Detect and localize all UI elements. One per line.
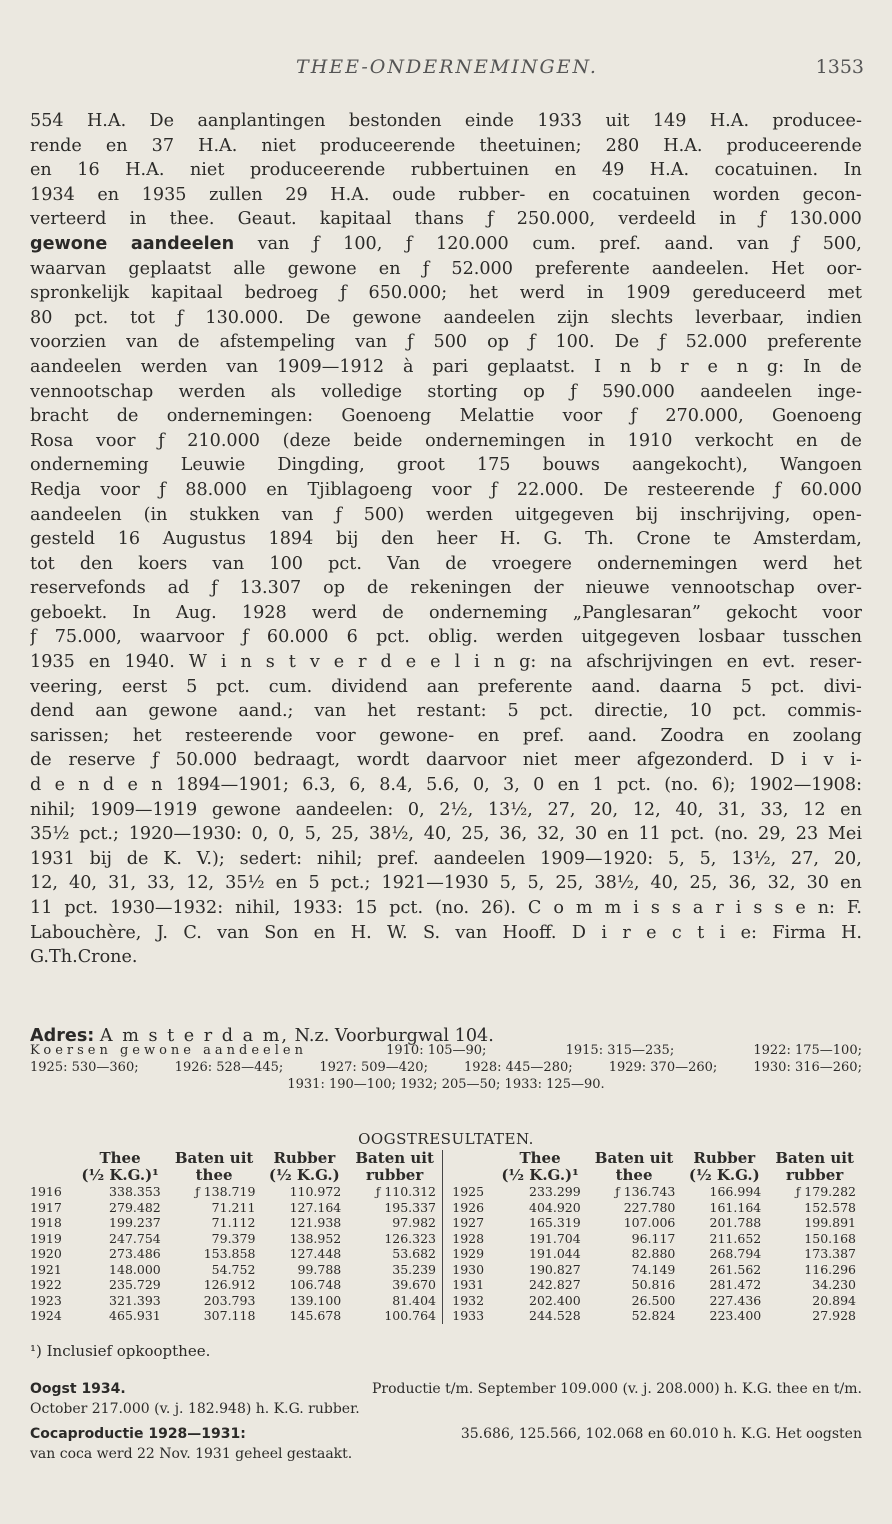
- table-cell: 338.353: [109, 1184, 161, 1199]
- table-cell: 244.528: [529, 1308, 581, 1323]
- table-cell: 53.682: [392, 1246, 437, 1261]
- table-cell: 191.704: [529, 1230, 581, 1246]
- body-line: voorzien van de afstempeling van ƒ 500 op ƒ 100. De ƒ 52.000 preferente: [30, 332, 862, 353]
- body-line: 1934 en 1935 zullen 29 H.A. oude rubber- en cocatuinen worden gecon-: [30, 184, 862, 205]
- table-cell: 71.112: [211, 1215, 256, 1230]
- table-cell: 1929: [443, 1246, 494, 1262]
- year-col-header: [443, 1150, 494, 1167]
- table-cell: 27.928: [812, 1308, 856, 1323]
- table-cell: 1917: [30, 1199, 62, 1215]
- body-line: bracht de ondernemingen: Goenoeng Melattie voor ƒ 270.000, Goenoeng: [30, 406, 862, 427]
- koersen-label: Koersen gewone aandeelen: [30, 1043, 307, 1058]
- table-cell: 242.827: [529, 1277, 581, 1292]
- table-cell: 465.931: [109, 1308, 161, 1323]
- table-cell: 127.164: [289, 1199, 342, 1215]
- table-row: [30, 1215, 862, 1231]
- table-cell: 227.780: [623, 1199, 676, 1215]
- table-cell: ƒ 110.312: [375, 1184, 437, 1199]
- table-cell: 152.578: [804, 1199, 856, 1215]
- table-cell: 97.982: [392, 1215, 437, 1230]
- table-cell: 79.379: [211, 1230, 256, 1246]
- table-cell: 273.486: [109, 1246, 161, 1261]
- table-cell: 110.972: [289, 1184, 342, 1199]
- table-cell: 139.100: [289, 1292, 342, 1308]
- table-cell: 247.754: [109, 1230, 161, 1246]
- table-cell: 1916: [30, 1184, 62, 1199]
- table-cell: 199.237: [109, 1215, 161, 1230]
- table-row: [30, 1231, 862, 1247]
- table-cell: 50.816: [631, 1277, 676, 1292]
- table-cell: 202.400: [529, 1292, 581, 1308]
- column-header: Rubber: [273, 1149, 336, 1167]
- table-cell: 26.500: [631, 1292, 676, 1308]
- body-line: gesteld 16 Augustus 1894 bij den heer H. G. Th. Crone te Amsterdam,: [30, 529, 862, 550]
- table-cell: 1919: [30, 1230, 62, 1246]
- oogst-table: [30, 1150, 862, 1324]
- column-header: thee: [615, 1166, 653, 1184]
- coca-label: Cocaproductie 1928—1931:: [30, 1426, 246, 1442]
- table-cell: 1923: [30, 1292, 62, 1308]
- table-cell: 223.400: [709, 1308, 762, 1323]
- table-cell: 261.562: [709, 1261, 762, 1277]
- table-cell: 107.006: [623, 1215, 676, 1230]
- table-cell: 106.748: [289, 1277, 342, 1292]
- table-cell: 1926: [443, 1200, 494, 1216]
- table-cell: 321.393: [109, 1292, 161, 1308]
- body-line: aandeelen werden van 1909—1912 à pari geplaatst. I n b r e n g: In de: [30, 356, 862, 377]
- body-line: 554 H.A. De aanplantingen bestonden einde 1933 uit 149 H.A. producee-: [30, 111, 862, 131]
- body-line: veering, eerst 5 pct. cum. dividend aan preferente aand. daarna 5 pct. divi-: [30, 676, 862, 697]
- column-header: Baten uit: [594, 1149, 674, 1167]
- page-header: [30, 56, 864, 82]
- body-line: dend aan gewone aand.; van het restant: 5 pct. directie, 10 pct. commis-: [30, 701, 862, 722]
- running-title: THEE-ONDERNEMINGEN.: [296, 56, 598, 78]
- body-line: waarvan geplaatst alle gewone en ƒ 52.000 preferente aandeelen. Het oor-: [30, 258, 862, 279]
- table-cell: 1931: [443, 1277, 494, 1293]
- body-paragraph: [30, 109, 862, 970]
- adres-street: N.z. Voorburgwal 104.: [294, 1026, 494, 1046]
- body-line: 12, 40, 31, 33, 12, 35½ en 5 pct.; 1921—1930 5, 5, 25, 38½, 40, 25, 36, 32, 30 en: [30, 873, 862, 894]
- body-line: Rosa voor ƒ 210.000 (deze beide ondernemingen in 1910 verkocht en de: [30, 430, 862, 451]
- table-row: [30, 1293, 862, 1309]
- column-header: (½ K.G.)¹: [81, 1166, 159, 1184]
- table-cell: 138.952: [289, 1230, 342, 1246]
- koersen-1927: 1927: 509—420;: [319, 1060, 428, 1075]
- column-header: (½ K.G.): [688, 1166, 760, 1184]
- table-cell: 127.448: [289, 1246, 342, 1261]
- body-line: en 16 H.A. niet produceerende rubbertuinen en 49 H.A. cocatuinen. In: [30, 160, 862, 181]
- table-row: [30, 1262, 862, 1278]
- table-cell: 20.894: [812, 1292, 856, 1308]
- body-line: geboekt. In Aug. 1928 werd de onderneming „Panglesaran” gekocht voor: [30, 602, 862, 623]
- table-cell: ƒ 179.282: [795, 1184, 856, 1199]
- table-cell: 233.299: [529, 1184, 581, 1199]
- table-cell: 126.912: [203, 1277, 256, 1292]
- table-cell: 1933: [443, 1308, 494, 1324]
- page-number: 1353: [815, 56, 864, 78]
- table-row: [30, 1308, 862, 1324]
- oogst-header-row: [30, 1150, 862, 1167]
- table-cell: 99.788: [297, 1261, 342, 1277]
- column-header: rubber: [366, 1166, 424, 1184]
- body-line: onderneming Leuwie Dingding, groot 175 bouws aangekocht), Wangoen: [30, 455, 862, 476]
- oogst-1934-line-2: October 217.000 (v. j. 182.948) h. K.G. rubber.: [30, 1401, 360, 1417]
- oogst-1934-label: Oogst 1934.: [30, 1381, 126, 1397]
- table-cell: 165.319: [529, 1215, 581, 1230]
- column-header: Rubber: [693, 1149, 756, 1167]
- koersen-block: [30, 1042, 862, 1093]
- table-cell: 1921: [30, 1261, 62, 1277]
- table-cell: 211.652: [709, 1230, 762, 1246]
- table-cell: 191.044: [529, 1246, 581, 1261]
- table-cell: 1920: [30, 1246, 62, 1261]
- koersen-1930: 1930: 316—260;: [753, 1060, 862, 1075]
- table-cell: 307.118: [203, 1308, 256, 1323]
- table-cell: 1925: [443, 1184, 494, 1200]
- body-line: verteerd in thee. Geaut. kapitaal thans ƒ 250.000, verdeeld in ƒ 130.000: [30, 209, 862, 230]
- table-cell: 1918: [30, 1215, 62, 1230]
- table-cell: 190.827: [529, 1261, 581, 1277]
- cocaproductie-paragraph: [30, 1424, 862, 1464]
- body-line: G. Th. Crone.: [30, 947, 138, 968]
- oogst-title: OOGSTRESULTATEN.: [358, 1130, 534, 1148]
- year-col-header: [30, 1150, 73, 1167]
- table-cell: 35.239: [392, 1261, 437, 1277]
- body-line: Redja voor ƒ 88.000 en Tjiblagoeng voor ƒ 22.000. De resteerende ƒ 60.000: [30, 479, 862, 500]
- table-cell: 281.472: [709, 1277, 762, 1292]
- koersen-1910: 1910: 105—90;: [386, 1043, 487, 1058]
- table-cell: 227.436: [709, 1292, 762, 1308]
- koersen-1922: 1922: 175—100;: [753, 1043, 862, 1058]
- table-cell: 199.891: [804, 1215, 856, 1230]
- body-line: sarissen; het resteerende voor gewone- en pref. aand. Zoodra en zoolang: [30, 725, 862, 746]
- body-line: vennootschap werden als volledige storting op ƒ 590.000 aandeelen inge-: [30, 381, 862, 402]
- table-cell: 116.296: [804, 1261, 856, 1277]
- adres-line: [30, 1026, 494, 1046]
- oogst-1934-line-1: Productie t/m. September 109.000 (v. j. 208.000) h. K.G. thee en t/m.: [371, 1381, 862, 1397]
- column-header: Thee: [99, 1149, 141, 1167]
- column-header: (½ K.G.)¹: [501, 1166, 579, 1184]
- body-line: 35½ pct.; 1920—1930: 0, 0, 5, 25, 38½, 40, 25, 36, 32, 30 en 11 pct. (no. 29, 23 Mei: [30, 824, 862, 845]
- table-cell: 54.752: [211, 1261, 256, 1277]
- table-cell: 39.670: [392, 1277, 437, 1292]
- table-cell: 145.678: [289, 1308, 342, 1323]
- koersen-1926: 1926: 528—445;: [174, 1060, 284, 1075]
- column-header: Baten uit: [775, 1149, 854, 1167]
- body-line: rende en 37 H.A. niet produceerende theetuinen; 280 H.A. produceerende: [30, 135, 862, 156]
- table-cell: 1924: [30, 1308, 62, 1323]
- column-header: Thee: [519, 1149, 561, 1167]
- table-cell: 150.168: [804, 1230, 856, 1246]
- table-cell: 195.337: [384, 1199, 437, 1215]
- table-cell: ƒ 138.719: [195, 1184, 256, 1199]
- table-cell: 82.880: [631, 1246, 676, 1261]
- table-cell: 279.482: [109, 1199, 161, 1215]
- oogst-subheader-row: [30, 1167, 862, 1184]
- table-cell: 121.938: [289, 1215, 342, 1230]
- body-line: d e n d e n 1894—1901; 6.3, 6, 8.4, 5.6, 0, 3, 0 en 1 pct. (no. 6); 1902—1908:: [30, 775, 862, 796]
- year-col-header: [443, 1167, 494, 1184]
- table-cell: 1928: [443, 1231, 494, 1247]
- table-row: [30, 1246, 862, 1262]
- table-cell: 173.387: [804, 1246, 856, 1261]
- body-line: gewone aandeelen van ƒ 100, ƒ 120.000 cum. pref. aand. van ƒ 500,: [30, 233, 862, 254]
- column-header: thee: [195, 1166, 233, 1184]
- table-cell: 74.149: [631, 1261, 676, 1277]
- adres-label: Adres:: [30, 1026, 95, 1046]
- koersen-1925: 1925: 530—360;: [30, 1060, 139, 1075]
- body-line: spronkelijk kapitaal bedroeg ƒ 650.000; het werd in 1909 gereduceerd met: [30, 283, 862, 304]
- column-header: Baten uit: [355, 1149, 434, 1167]
- coca-line-2: van coca werd 22 Nov. 1931 geheel gestaakt.: [30, 1446, 353, 1462]
- table-cell: 96.117: [631, 1230, 676, 1246]
- column-header: (½ K.G.): [268, 1166, 340, 1184]
- table-cell: 268.794: [709, 1246, 762, 1261]
- body-line: 80 pct. tot ƒ 130.000. De gewone aandeelen zijn slechts leverbaar, indien: [30, 307, 862, 328]
- koersen-1928: 1928: 445—280;: [464, 1060, 573, 1075]
- year-col-header: [30, 1167, 73, 1184]
- table-cell: 1922: [30, 1277, 62, 1292]
- column-header: rubber: [786, 1166, 844, 1184]
- body-line: 11 pct. 1930—1932: nihil, 1933: 15 pct. (no. 26). C o m m i s s a r i s s e n: F.: [30, 898, 862, 918]
- table-cell: 1927: [443, 1215, 494, 1231]
- table-cell: 201.788: [709, 1215, 762, 1230]
- table-cell: ƒ 136.743: [615, 1184, 676, 1199]
- table-cell: 1930: [443, 1262, 494, 1278]
- koersen-line-3: 1931: 190—100; 1932; 205—50; 1933: 125—90.: [287, 1077, 605, 1092]
- table-row: [30, 1200, 862, 1216]
- column-header: Baten uit: [174, 1149, 254, 1167]
- koersen-1915: 1915: 315—235;: [565, 1043, 675, 1058]
- table-cell: 100.764: [384, 1308, 437, 1323]
- table-cell: 203.793: [203, 1292, 256, 1308]
- table-row: [30, 1184, 862, 1200]
- body-line: tot den koers van 100 pct. Van de vroegere ondernemingen werd het: [30, 553, 862, 574]
- oogst-footnote: ¹) Inclusief opkoopthee.: [30, 1342, 211, 1360]
- body-line: nihil; 1909—1919 gewone aandeelen: 0, 2½, 13½, 27, 20, 12, 40, 31, 33, 12 en: [30, 799, 862, 820]
- koersen-1929: 1929: 370—260;: [608, 1060, 718, 1075]
- table-cell: 81.404: [392, 1292, 437, 1308]
- table-cell: 71.211: [211, 1199, 256, 1215]
- table-cell: 153.858: [203, 1246, 256, 1261]
- body-line: 1935 en 1940. W i n s t v e r d e e l i n g: na afschrijvingen en evt. reser-: [30, 652, 862, 673]
- table-cell: 1932: [443, 1293, 494, 1309]
- table-cell: 52.824: [631, 1308, 676, 1323]
- table-cell: 161.164: [709, 1199, 762, 1215]
- oogst-1934-paragraph: [30, 1379, 862, 1419]
- body-line: Labouchère, J. C. van Son en H. W. S. van Hooff. D i r e c t i e: Firma H.: [30, 922, 862, 943]
- coca-line-1: 35.686, 125.566, 102.068 en 60.010 h. K.G. Het oogsten: [460, 1426, 862, 1442]
- table-cell: 166.994: [709, 1184, 762, 1199]
- body-line: reservefonds ad ƒ 13.307 op de rekeningen der nieuwe vennootschap over-: [30, 578, 862, 599]
- table-cell: 148.000: [109, 1261, 161, 1277]
- table-cell: 404.920: [529, 1199, 581, 1215]
- body-line: ƒ 75.000, waarvoor ƒ 60.000 6 pct. oblig. werden uitgegeven losbaar tusschen: [30, 627, 862, 648]
- body-line: aandeelen (in stukken van ƒ 500) werden uitgegeven bij inschrijving, open-: [30, 504, 862, 525]
- body-line: de reserve ƒ 50.000 bedraagt, wordt daarvoor niet meer afgezonderd. D i v i-: [30, 750, 862, 771]
- body-line: 1931 bij de K. V.); sedert: nihil; pref. aandeelen 1909—1920: 5, 5, 13½, 27, 20,: [30, 848, 862, 869]
- table-cell: 34.230: [812, 1277, 856, 1292]
- adres-city: A m s t e r d a m,: [99, 1026, 289, 1046]
- table-cell: 126.323: [384, 1230, 437, 1246]
- table-cell: 235.729: [109, 1277, 161, 1292]
- table-row: [30, 1277, 862, 1293]
